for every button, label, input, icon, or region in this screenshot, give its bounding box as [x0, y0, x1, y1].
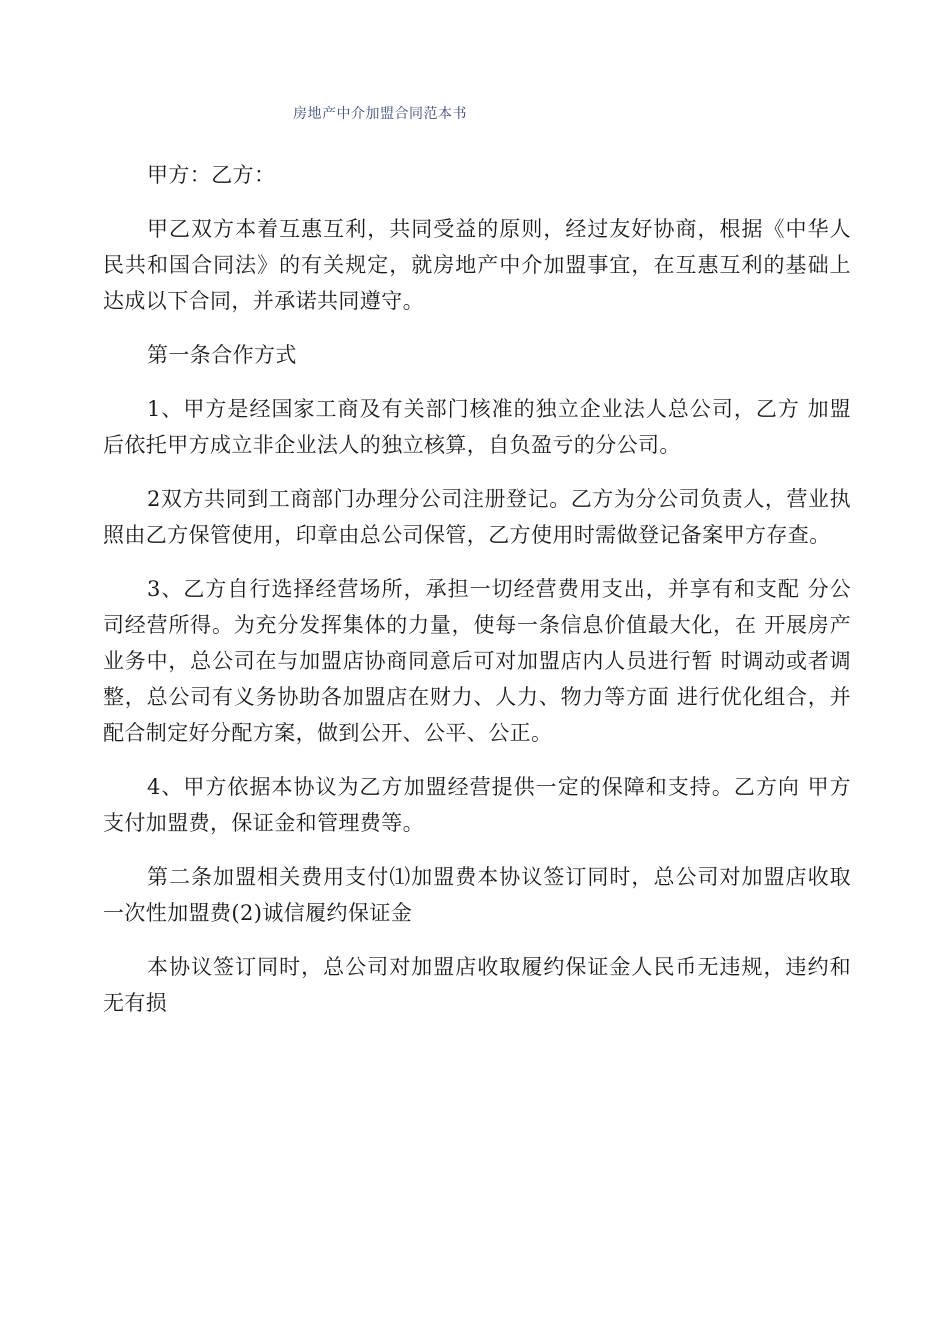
- article-1-clause-4: 4、甲方依据本协议为乙方加盟经营提供一定的保障和支持。乙方向 甲方支付加盟费，保证金和管理费等。: [103, 775, 851, 835]
- document-title: 房地产中介加盟合同范本书: [293, 106, 467, 122]
- article-2-paragraph: 第二条加盟相关费用支付⑴加盟费本协议签订同时，总公司对加盟店收取一次性加盟费(2)诚信履约保证金: [103, 865, 851, 925]
- article-1-heading: 第一条合作方式: [147, 343, 297, 367]
- deposit-paragraph: 本协议签订同时，总公司对加盟店收取履约保证金人民币无违规，违约和无有损: [103, 955, 851, 1015]
- parties-line: 甲方：乙方：: [147, 163, 276, 187]
- preamble-paragraph: 甲乙双方本着互惠互利，共同受益的原则，经过友好协商，根据《中华人民共和国合同法》的有关规定，就房地产中介加盟事宜，在互惠互利的基础上达成以下合同，并承诺共同遵守。: [103, 217, 851, 313]
- article-1-clause-1: 1、甲方是经国家工商及有关部门核准的独立企业法人总公司，乙方 加盟后依托甲方成立非企业法人的独立核算，自负盈亏的分公司。: [103, 397, 851, 457]
- article-1-clause-2: 2双方共同到工商部门办理分公司注册登记。乙方为分公司负责人，营业执照由乙方保管使用，印章由总公司保管，乙方使用时需做登记备案甲方存查。: [103, 487, 851, 547]
- document-body: [103, 157, 851, 1039]
- article-1-clause-3: 3、乙方自行选择经营场所，承担一切经营费用支出，并享有和支配 分公司经营所得。为充分发挥集体的力量，使每一条信息价值最大化，在 开展房产业务中，总公司在与加盟店协商同意后可对加盟店内人员进行暂 时调动或者调整，总公司有义务协助各加盟店在财力、人力、物力等方面 进行优化组合，并配合制定好分配方案，做到公开、公平、公正。: [103, 577, 851, 745]
